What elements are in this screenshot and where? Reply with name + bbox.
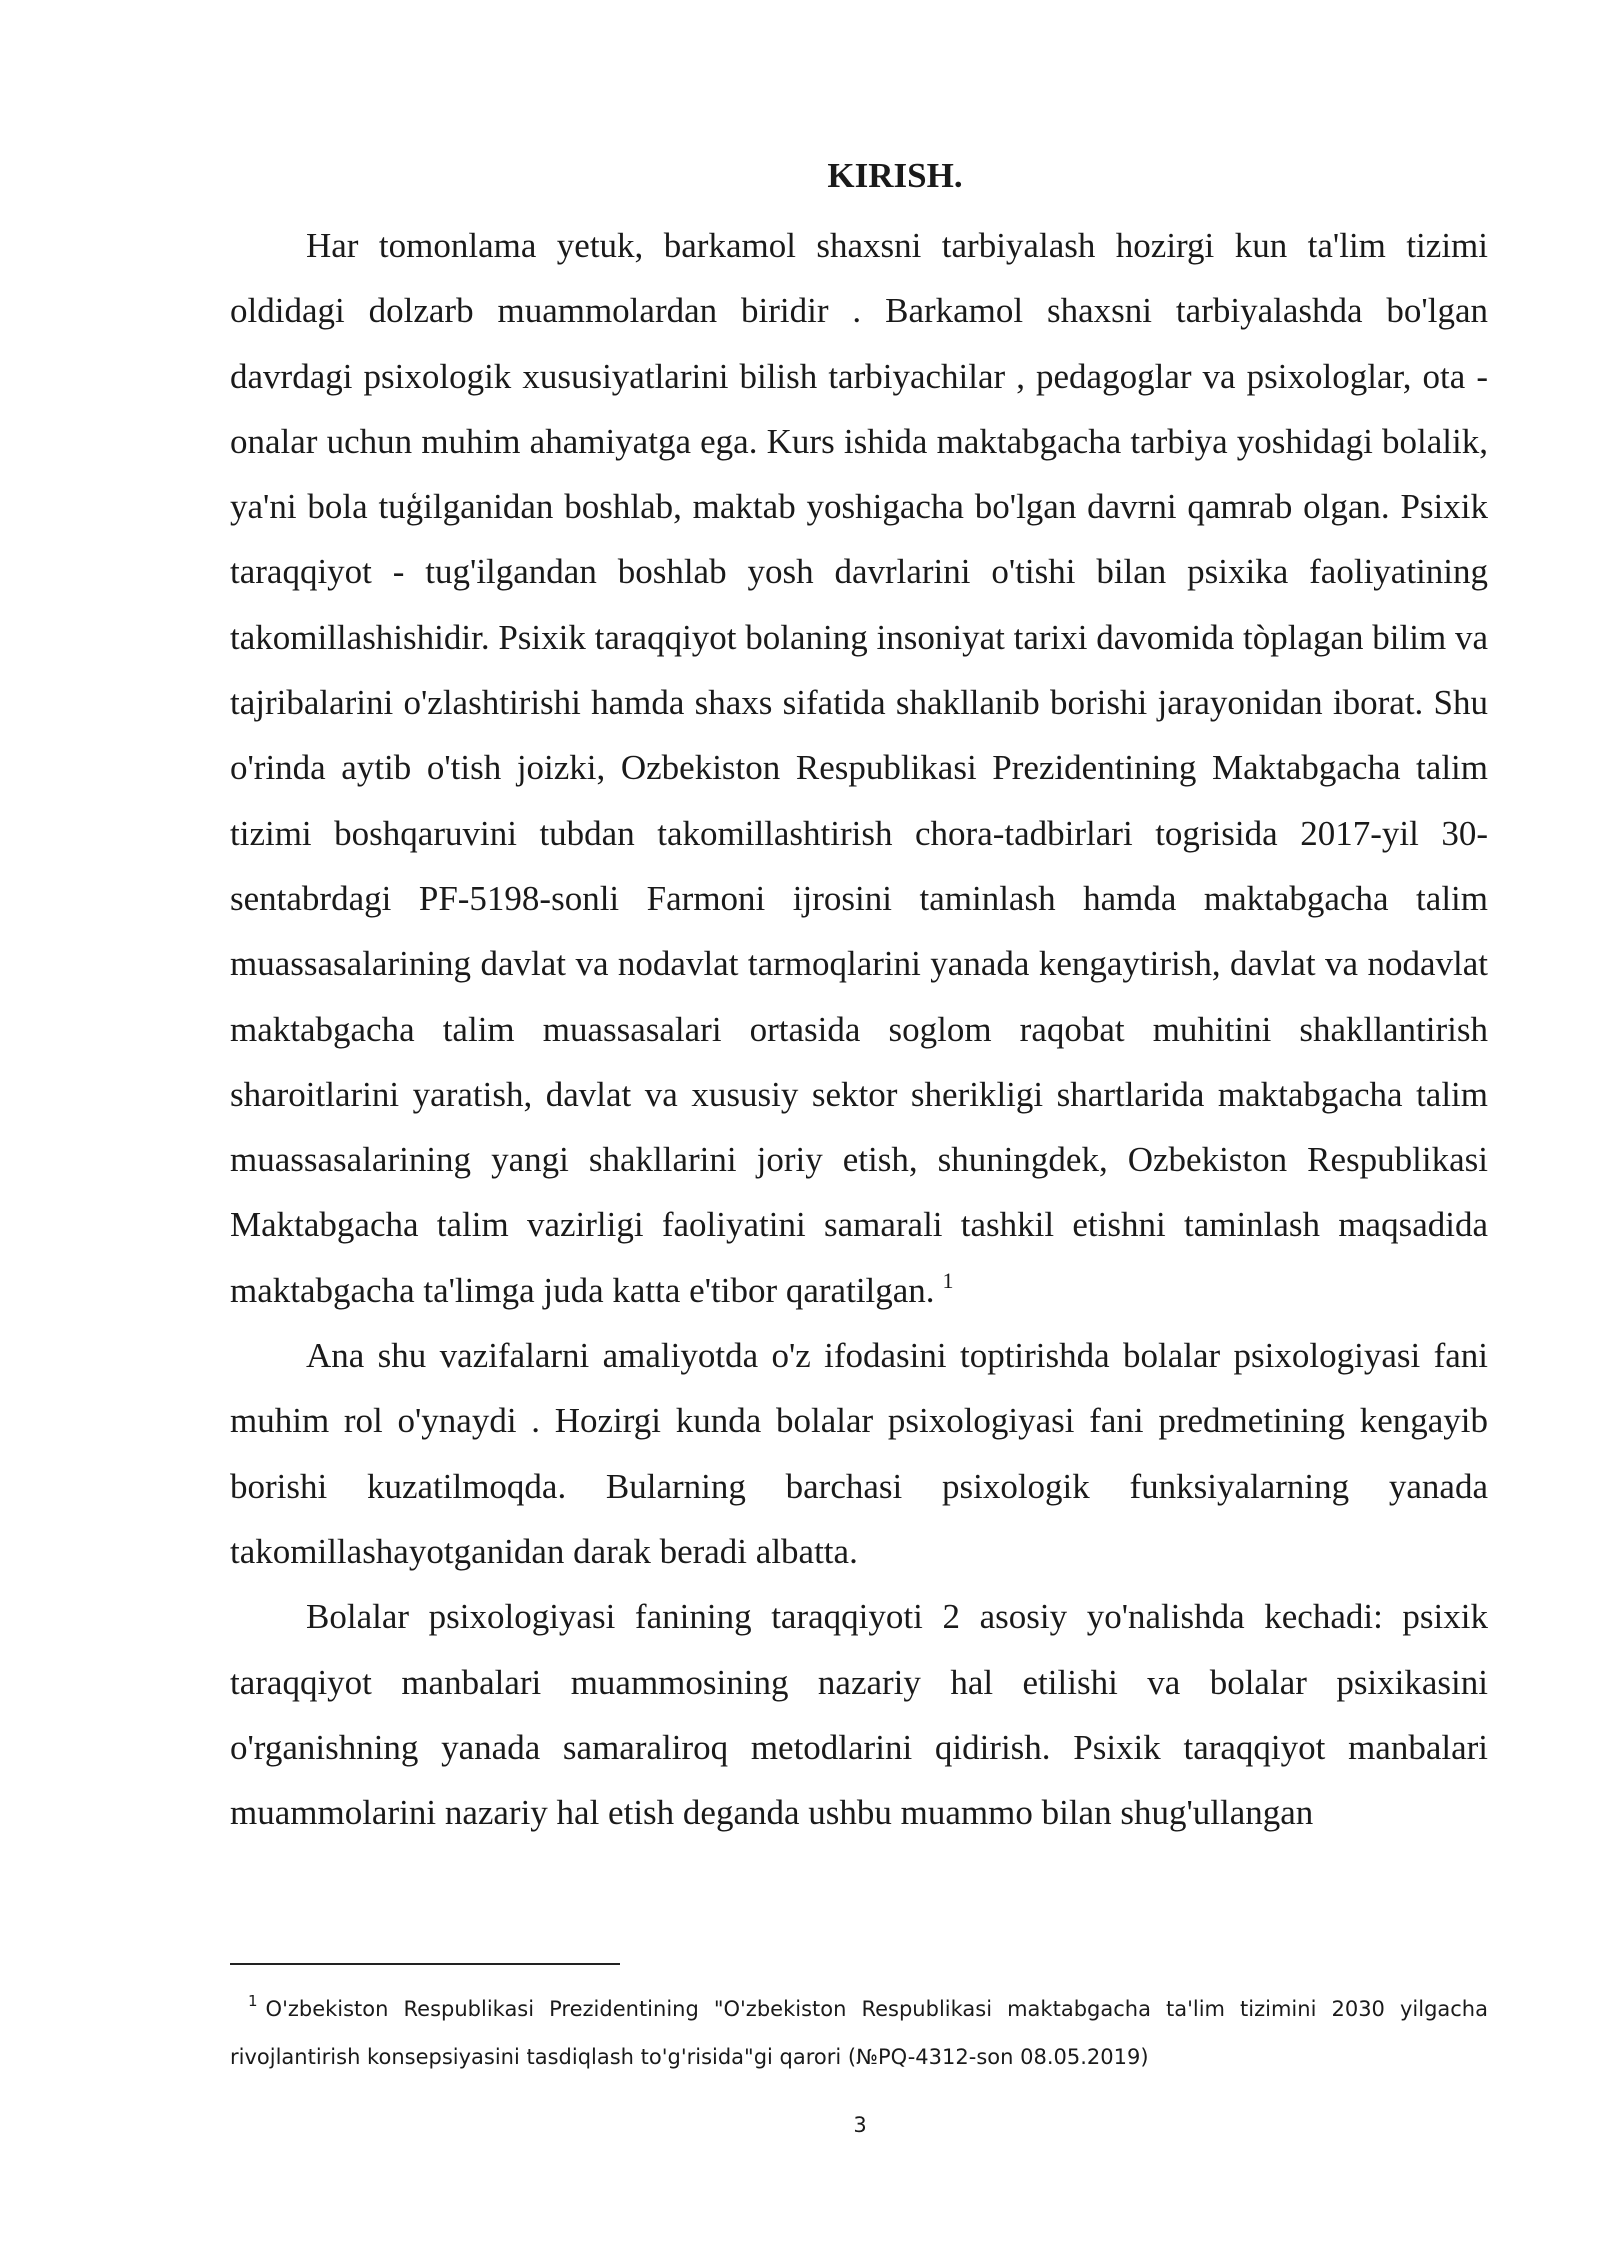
paragraph-1: [230, 213, 1488, 1323]
footnote-mark: 1: [248, 1992, 258, 2010]
paragraph-1-text: Har tomonlama yetuk, barkamol shaxsni tarbiyalash hozirgi kun ta'lim tizimi oldidagi dolzarb muammolardan biridir . Barkamol shaxsni tarbiyalashda bo'lgan davrdagi psixologik xususiyatlarini bilish tarbiyachilar , pedagoglar va psixologlar, ota - onalar uchun muhim ahamiyatga ega. Kurs ishida maktabgacha tarbiya yoshidagi bolalik, ya'ni bola tuģilganidan boshlab, maktab yoshigacha bo'lgan davrni qamrab olgan. Psixik taraqqiyot - tug'ilgandan boshlab yosh davrlarini o'tishi bilan psixika faoliyatining takomillashishidir. Psixik taraqqiyot bolaning insoniyat tarixi davomida tòplagan bilim va tajribalarini o'zlashtirishi hamda shaxs sifatida shakllanib borishi jarayonidan iborat. Shu o'rinda aytib o'tish joizki, Ozbekiston Respublikasi Prezidentining Maktabgacha talim tizimi boshqaruvini tubdan takomillashtirish chora-tadbirlari togrisida 2017-yil 30-sentabrdagi PF-5198-sonli Farmoni ijrosini taminlash hamda maktabgacha talim muassasalarining davlat va nodavlat tarmoqlarini yanada kengaytirish, davlat va nodavlat maktabgacha talim muassasalari ortasida soglom raqobat muhitini shakllantirish sharoitlarini yaratish, davlat va xususiy sektor sherikligi shartlarida maktabgacha talim muassasalarining yangi shakllarini joriy etish, shuningdek, Ozbekiston Respublikasi Maktabgacha talim vazirligi faoliyatini samarali tashkil etishni taminlash maqsadida maktabgacha ta'limga juda katta e'tibor qaratilgan.: [230, 226, 1488, 1310]
footnote: [230, 1985, 1488, 2081]
paragraph-3: Bolalar psixologiyasi fanining taraqqiyoti 2 asosiy yo'nalishda kechadi: psixik taraqqiyot manbalari muammosining nazariy hal etilishi va bolalar psixikasini o'rganishning yanada samaraliroq metodlarini qidirish. Psixik taraqqiyot manbalari muammolarini nazariy hal etish deganda ushbu muammo bilan shug'ullangan: [230, 1597, 1488, 1833]
paragraph-2: Ana shu vazifalarni amaliyotda o'z ifodasini toptirishda bolalar psixologiyasi fani muhim rol o'ynaydi . Hozirgi kunda bolalar psixologiyasi fani predmetining kengayib borishi kuzatilmoqda. Bularning barchasi psixologik funksiyalarning yanada takomillashayotganidan darak beradi albatta.: [230, 1336, 1488, 1571]
page-title: [0, 152, 1600, 200]
footnote-text: O'zbekiston Respublikasi Prezidentining "O'zbekiston Respublikasi maktabgacha ta'lim tizimini 2030 yilgacha rivojlantirish konsepsiyasini tasdiqlash to'g'risida"gi qarori (№PQ-4312-son 08.05.2019): [230, 1997, 1488, 2069]
title-punctuation: .: [953, 156, 963, 195]
title-text: KIRISH: [827, 156, 954, 195]
body-text: [230, 213, 1488, 1845]
footnote-reference[interactable]: 1: [942, 1267, 954, 1293]
page-number: 3: [853, 2113, 867, 2137]
footnote-separator: [230, 1963, 620, 1965]
